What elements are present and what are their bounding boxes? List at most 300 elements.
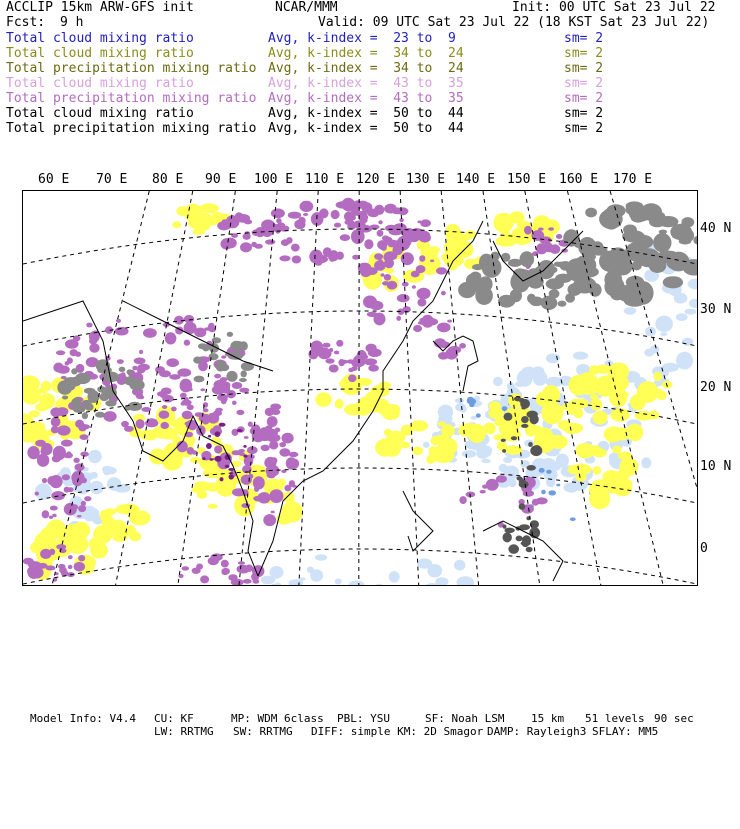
blue-cloud-area [556,484,560,487]
light-blue-cloud-area [389,571,400,582]
purple-precip-area [279,448,290,456]
purple-precip-area [200,575,209,583]
light-blue-cloud-area [270,566,284,579]
purple-precip-area [425,318,438,325]
yellow-cloud-area [654,372,663,381]
dark-purple-precip-area [208,435,211,438]
purple-precip-area [64,503,77,516]
gray-high-cloud-area [241,370,247,377]
purple-precip-area [78,555,85,561]
yellow-cloud-area [593,411,608,425]
purple-precip-area [303,213,308,216]
purple-precip-area [279,255,290,261]
yellow-cloud-area [382,407,400,420]
legend-row [6,106,736,121]
purple-precip-area [73,458,79,463]
yellow-cloud-area [129,532,141,542]
purple-precip-area [282,433,294,444]
blue-cloud-area [541,490,546,495]
dark-gray-high-cloud-area [511,436,517,440]
dark-purple-precip-area [229,474,234,479]
latitude-gridline [23,549,697,584]
light-blue-cloud-area [645,327,656,337]
purple-precip-area [436,267,447,274]
gray-high-cloud-area [612,290,621,296]
yellow-cloud-area [23,385,41,405]
dark-gray-high-cloud-area [502,449,506,453]
purple-precip-area [374,205,384,215]
purple-precip-area [434,338,446,348]
purple-precip-area [254,434,259,437]
yellow-cloud-area [595,365,611,374]
purple-precip-area [275,227,281,234]
purple-precip-area [78,423,87,431]
longitude-label: 140 E [456,172,495,187]
gray-high-cloud-area [202,344,210,351]
legend-k-index-range: Avg, k-index = 43 to 35 [268,91,464,106]
yellow-cloud-area [593,466,601,475]
purple-precip-area [56,350,65,355]
light-blue-cloud-area [438,405,453,420]
purple-precip-area [187,388,193,392]
purple-precip-area [419,255,425,262]
purple-precip-area [42,510,50,518]
purple-precip-area [221,560,229,568]
purple-precip-area [348,375,356,383]
purple-precip-area [419,233,431,243]
yellow-cloud-area [508,233,528,244]
purple-precip-area [244,436,249,439]
purple-precip-area [248,422,253,427]
longitude-label: 130 E [406,172,445,187]
purple-precip-area [300,201,314,212]
light-blue-cloud-area [676,313,688,321]
dark-gray-high-cloud-area [521,407,525,410]
dark-gray-high-cloud-area [529,414,538,424]
purple-precip-area [221,568,230,575]
light-blue-cloud-area [335,579,342,585]
light-blue-cloud-area [650,345,660,353]
gray-high-cloud-area [544,266,557,274]
dark-purple-precip-area [215,431,221,437]
yellow-cloud-area [568,375,589,396]
gray-high-cloud-area [616,206,625,213]
yellow-cloud-area [35,403,49,411]
purple-precip-area [78,505,86,512]
pbl-scheme: PBL: YSU [337,712,390,725]
gray-high-cloud-area [670,224,692,240]
legend-k-index-range: Avg, k-index = 43 to 35 [268,76,464,91]
yellow-cloud-area [38,388,47,394]
purple-precip-area [159,370,171,377]
light-blue-cloud-area [493,377,503,386]
longwave-scheme: LW: RRTMG [154,725,214,738]
purple-precip-area [35,440,46,447]
time-step: 90 sec [654,712,694,725]
gray-high-cloud-area [458,282,476,298]
purple-precip-area [384,258,394,268]
purple-precip-area [420,219,431,227]
purple-precip-area [556,234,562,239]
footer-line-2 [0,725,740,803]
map-panel [22,190,698,586]
gray-high-cloud-area [660,251,679,263]
purple-precip-area [66,451,71,456]
gray-high-cloud-area [640,203,662,221]
purple-precip-area [265,239,275,244]
purple-precip-area [57,425,71,435]
purple-precip-area [166,358,179,367]
light-blue-cloud-area [641,457,651,468]
institution-label: NCAR/MMM [275,0,338,15]
purple-precip-area [240,242,252,252]
blue-cloud-area [546,470,552,474]
light-blue-cloud-area [107,477,121,491]
purple-precip-area [222,219,229,223]
gray-high-cloud-area [693,236,697,245]
gray-high-cloud-area [82,412,88,419]
light-blue-cloud-area [515,382,524,387]
surface-layer-scheme: SFLAY: MM5 [592,725,658,738]
gray-high-cloud-area [520,251,535,267]
purple-precip-area [536,243,547,254]
light-blue-cloud-area [624,307,637,315]
light-blue-cloud-area [546,377,563,387]
dark-purple-precip-area [243,445,246,448]
purple-precip-area [417,288,431,300]
purple-precip-area [269,441,278,450]
gray-high-cloud-area [97,386,106,392]
purple-precip-area [203,408,209,412]
gray-high-cloud-area [478,276,492,291]
purple-precip-area [196,564,203,570]
yellow-cloud-area [441,424,455,437]
latitude-label: 40 N [700,221,731,236]
purple-precip-area [116,319,121,323]
longitude-label: 70 E [96,172,127,187]
yellow-cloud-area [650,410,658,417]
purple-precip-area [336,340,343,347]
longitude-label: 150 E [507,172,546,187]
purple-precip-area [378,220,382,224]
dark-gray-high-cloud-area [503,524,507,528]
light-blue-cloud-area [315,554,327,560]
purple-precip-area [267,471,276,478]
yellow-cloud-area [339,381,348,387]
purple-precip-area [221,355,226,358]
dark-purple-precip-area [215,456,222,462]
dark-purple-precip-area [219,423,226,427]
vertical-levels: 51 levels [585,712,645,725]
purple-precip-area [413,325,422,332]
gray-high-cloud-area [482,257,502,277]
gray-high-cloud-area [62,396,68,400]
purple-precip-area [89,338,97,344]
gray-high-cloud-area [604,270,622,289]
purple-precip-area [538,228,544,231]
legend-k-index-range: Avg, k-index = 23 to 9 [268,31,456,46]
purple-precip-area [314,255,328,263]
purple-precip-area [377,230,384,237]
yellow-cloud-area [431,436,440,445]
purple-precip-area [139,350,143,354]
longitude-label: 60 E [38,172,69,187]
purple-precip-area [52,514,56,517]
latitude-label: 30 N [700,302,731,317]
yellow-cloud-area [574,408,584,418]
purple-precip-area [208,323,215,330]
purple-precip-area [323,343,331,348]
purple-precip-area [84,496,91,501]
purple-precip-area [247,454,255,459]
purple-precip-area [417,298,426,306]
purple-precip-area [89,343,99,352]
purple-precip-area [56,407,68,416]
yellow-cloud-area [602,470,620,484]
purple-precip-area [160,422,169,429]
light-blue-cloud-area [660,332,667,336]
purple-precip-area [396,316,401,321]
gray-high-cloud-area [510,289,522,302]
purple-precip-area [74,463,84,471]
latitude-label: 10 N [700,459,731,474]
purple-precip-area [253,496,264,502]
purple-precip-area [290,459,299,469]
purple-precip-area [70,349,78,356]
init-time: Init: 00 UTC Sat 23 Jul 22 [512,0,716,15]
diffusion-scheme: DIFF: simple KM: 2D Smagor [311,725,483,738]
gray-high-cloud-area [565,293,575,302]
purple-precip-area [51,417,61,427]
purple-precip-area [37,454,49,467]
purple-precip-area [263,514,276,526]
gray-high-cloud-area [193,357,202,364]
yellow-cloud-area [489,401,501,411]
purple-precip-area [182,411,193,420]
purple-precip-area [134,358,146,365]
legend-row [6,121,736,136]
purple-precip-area [391,208,405,215]
light-blue-cloud-area [688,279,697,290]
purple-precip-area [353,231,364,241]
yellow-cloud-area [172,221,181,228]
legend-field-name: Total cloud mixing ratio [6,76,194,91]
gray-high-cloud-area [71,368,77,374]
purple-precip-area [352,358,366,367]
purple-precip-area [221,238,233,249]
gray-high-cloud-area [663,276,683,288]
purple-precip-area [360,217,368,223]
legend-row [6,31,736,46]
gray-high-cloud-area [472,264,483,270]
purple-precip-area [238,449,245,452]
cumulus-scheme: CU: KF [154,712,194,725]
purple-precip-area [232,382,243,389]
light-blue-cloud-area [483,459,490,463]
legend-smoothing: sm= 2 [564,76,603,91]
longitude-label: 80 E [152,172,183,187]
longitude-label: 100 E [254,172,293,187]
purple-precip-area [401,252,414,265]
yellow-cloud-area [616,376,629,390]
blue-cloud-area [548,490,556,495]
purple-precip-area [165,332,177,344]
legend-row [6,46,736,61]
purple-precip-area [480,490,486,494]
purple-precip-area [524,226,532,235]
purple-precip-area [68,565,73,569]
yellow-cloud-area [650,388,663,395]
yellow-cloud-area [630,394,646,410]
purple-precip-area [232,401,237,405]
dark-gray-high-cloud-area [516,536,523,542]
purple-precip-area [159,411,170,419]
purple-precip-area [169,374,180,380]
dark-purple-precip-area [228,468,234,471]
purple-precip-area [184,397,189,401]
purple-precip-area [218,381,230,389]
gray-high-cloud-area [527,275,544,289]
yellow-cloud-area [509,211,524,223]
purple-precip-area [384,274,391,281]
legend-smoothing: sm= 2 [564,106,603,121]
purple-precip-area [62,474,70,480]
yellow-cloud-area [129,510,150,525]
purple-precip-area [381,273,385,276]
legend-k-index-range: Avg, k-index = 34 to 24 [268,46,464,61]
purple-precip-area [138,396,144,400]
dark-gray-high-cloud-area [528,442,533,447]
purple-precip-area [238,561,245,565]
legend-smoothing: sm= 2 [564,91,603,106]
purple-precip-area [174,316,184,325]
purple-precip-area [253,579,260,584]
yellow-cloud-area [197,491,208,499]
yellow-cloud-area [31,422,46,433]
resolution: 15 km [531,712,564,725]
purple-precip-area [370,301,384,310]
gray-high-cloud-area [585,253,596,261]
longitude-gridline [299,191,318,585]
light-blue-cloud-area [499,464,508,472]
purple-precip-area [387,281,398,290]
purple-precip-area [160,393,167,399]
damping-scheme: DAMP: Rayleigh3 [487,725,586,738]
purple-precip-area [336,201,350,208]
forecast-hour: 9 h [60,15,83,30]
yellow-cloud-area [96,529,107,537]
dark-purple-precip-area [225,465,230,469]
purple-precip-area [364,239,373,249]
gray-high-cloud-area [129,378,143,390]
light-blue-cloud-area [90,481,104,495]
blue-cloud-area [470,399,477,405]
dark-gray-high-cloud-area [501,439,506,442]
purple-precip-area [45,566,55,571]
gray-high-cloud-area [541,296,558,310]
purple-precip-area [187,447,194,455]
longitude-label: 90 E [205,172,236,187]
gray-high-cloud-area [578,260,587,268]
legend-smoothing: sm= 2 [564,46,603,61]
gray-high-cloud-area [555,274,572,283]
gray-high-cloud-area [127,369,133,375]
purple-precip-area [351,215,356,220]
yellow-cloud-area [589,487,605,495]
purple-precip-area [254,486,259,492]
yellow-cloud-area [387,431,406,445]
purple-precip-area [356,211,367,217]
purple-precip-area [437,323,451,333]
purple-precip-area [264,457,276,469]
purple-precip-area [248,474,253,479]
light-blue-cloud-area [88,450,102,464]
purple-precip-area [415,270,421,273]
dark-gray-high-cloud-area [533,445,541,453]
yellow-cloud-area [445,224,461,241]
gray-high-cloud-area [585,208,597,218]
coastline-philippines [403,491,433,551]
legend-row [6,61,736,76]
legend-field-name: Total cloud mixing ratio [6,106,194,121]
legend-k-index-range: Avg, k-index = 34 to 24 [268,61,464,76]
gray-high-cloud-area [215,360,225,371]
purple-precip-area [384,237,393,245]
purple-precip-area [50,506,58,511]
dark-gray-high-cloud-area [521,424,528,428]
purple-precip-area [397,294,410,302]
dark-purple-precip-area [202,457,205,460]
gray-high-cloud-area [226,371,237,382]
purple-precip-area [532,499,539,506]
gray-high-cloud-area [70,377,82,387]
yellow-cloud-area [41,535,57,549]
gray-high-cloud-area [105,400,116,407]
yellow-cloud-area [604,427,624,442]
map-canvas [23,191,697,585]
dark-purple-precip-area [237,429,243,432]
purple-precip-area [281,239,289,246]
purple-precip-area [67,357,73,363]
purple-precip-area [60,565,65,569]
gray-high-cloud-area [239,341,248,351]
yellow-cloud-area [200,203,219,213]
purple-precip-area [331,210,340,219]
gray-high-cloud-area [607,247,629,270]
dark-purple-precip-area [209,458,213,461]
yellow-cloud-area [355,399,371,415]
yellow-cloud-area [378,382,391,389]
purple-precip-area [550,244,561,254]
purple-precip-area [182,566,190,570]
purple-precip-area [430,260,434,263]
yellow-cloud-area [160,428,177,440]
yellow-cloud-area [284,492,295,504]
yellow-cloud-area [90,542,108,558]
purple-precip-area [184,340,190,346]
yellow-cloud-area [116,505,133,514]
gray-high-cloud-area [227,332,233,337]
purple-precip-area [358,263,372,274]
light-blue-cloud-area [685,309,697,315]
purple-precip-area [171,407,177,412]
light-blue-cloud-area [573,352,588,360]
forecast-label: Fcst: [6,15,45,30]
gray-high-cloud-area [241,362,254,371]
gray-high-cloud-area [229,352,243,360]
light-blue-cloud-area [689,299,697,308]
purple-precip-area [251,242,257,247]
